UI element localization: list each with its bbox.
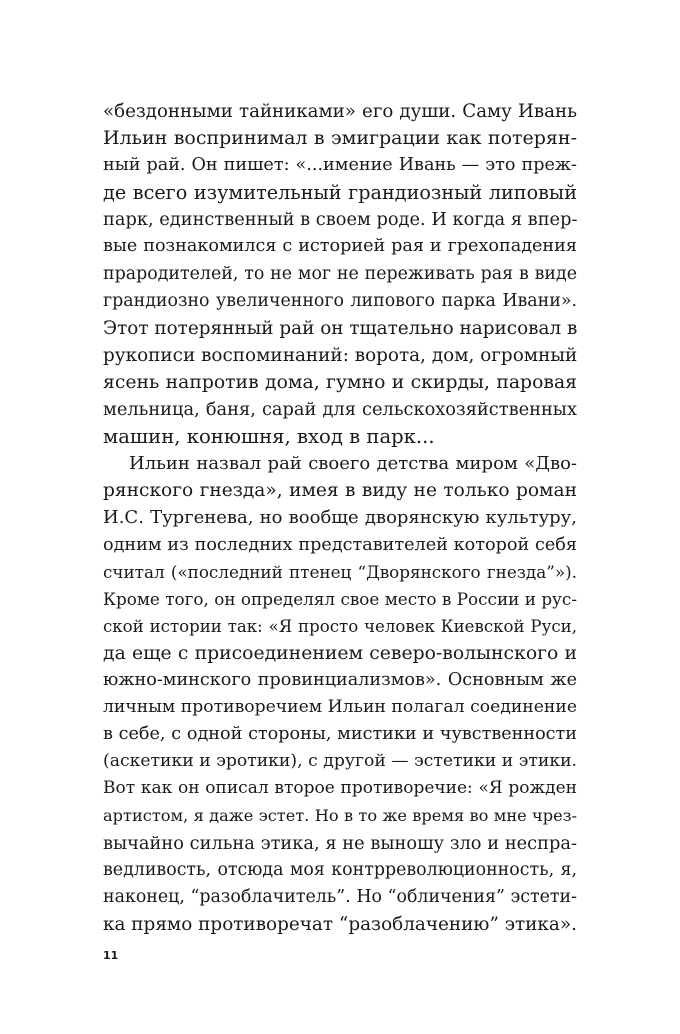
text-line: Вот как он описал второе противоречие: «Я рожден (103, 778, 577, 799)
text-line: «бездонными тайниками» его души. Саму Ивань (103, 101, 577, 122)
text-line: Ильин назвал рай своего детства миром «Дво- (129, 453, 577, 475)
text-line: парк, единственный в своем роде. И когда я впер- (103, 209, 578, 231)
text-line: Ильин воспринимал в эмиграции как потерян- (103, 127, 577, 150)
text-line: одним из последних представителей которой себя (103, 534, 577, 555)
text-line: И.С. Тургенева, но вообще дворянскую культуру, (103, 507, 577, 529)
text-line: ка прямо противоречат “разоблачению” этика». (103, 913, 577, 935)
text-line: ясень напротив дома, гумно и скирды, паровая (103, 371, 577, 393)
text-line: личным противоречием Ильин полагал соединение (103, 697, 577, 718)
paragraph-1 (103, 98, 577, 450)
text-line: машин, конюшня, вход в парк... (103, 425, 435, 449)
text-line: ской истории так: «Я просто человек Киевской Руси, (103, 616, 577, 636)
text-line: Кроме того, он определял свое место в России и рус- (103, 588, 577, 609)
paragraph-2 (103, 450, 577, 938)
text-line: да еще с присоединением северо-волынского и (103, 642, 577, 664)
text-line: ведливость, отсюда моя контрреволюционность, я, (103, 859, 577, 880)
text-line: де всего изумительный грандиозный липовый (103, 181, 577, 205)
text-line: в себе, с одной стороны, мистики и чувственности (103, 724, 577, 745)
text-line: вычайно сильна этика, я не выношу зло и неспра- (103, 832, 577, 854)
text-line: (аскетики и эротики), с другой — эстетики и этики. (103, 751, 577, 772)
text-line: прародителей, то не мог не переживать рая в виде (103, 263, 577, 284)
text-line: южно-минского провинциализмов». Основным же (103, 669, 577, 690)
text-line: артистом, я даже эстет. Но в то же время во мне чрез- (103, 806, 577, 826)
text-line: рянского гнезда», имея в виду не только роман (103, 480, 577, 502)
text-line: вые познакомился с историей рая и грехопадения (103, 236, 577, 257)
text-line: рукописи воспоминаний: ворота, дом, огромный (103, 344, 578, 366)
text-line: ный рай. Он пишет: «...имение Ивань — это преж- (103, 155, 577, 176)
text-line: считал («последний птенец “Дворянского гнезда”»). (103, 561, 577, 582)
body-text (103, 98, 577, 938)
text-line: мельница, баня, сарай для сельскохозяйственных (103, 399, 577, 421)
text-line: грандиозно увеличенного липового парка Ивани». (103, 290, 577, 311)
text-line: наконец, “разоблачитель”. Но “обличения” эстети- (103, 886, 577, 907)
page-number: 11 (103, 949, 119, 962)
text-line: Этот потерянный рай он тщательно нарисовал в (103, 317, 578, 339)
